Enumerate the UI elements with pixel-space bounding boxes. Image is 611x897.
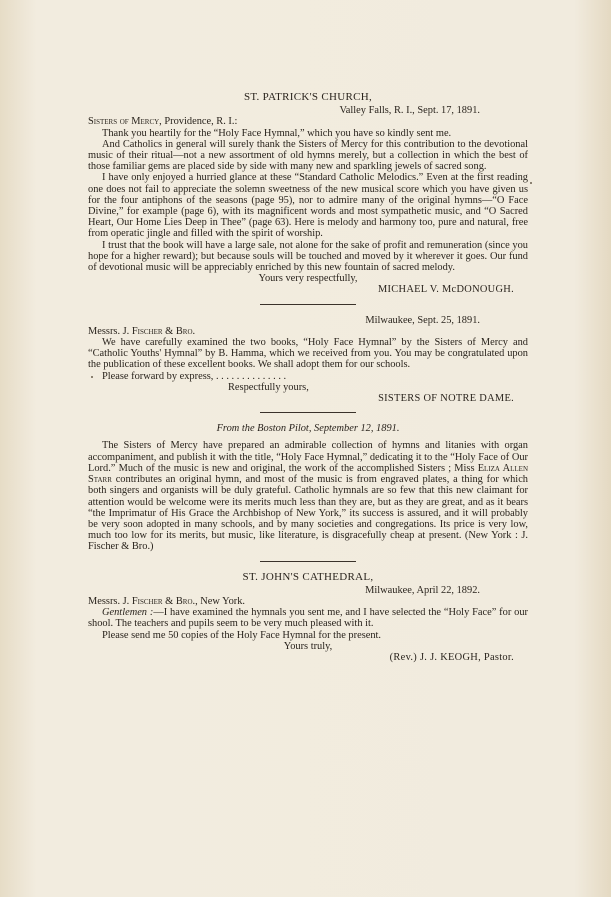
section-divider <box>260 304 356 305</box>
page-text <box>88 92 528 663</box>
letter-paragraph: Thank you heartily for the “Holy Face Hymnal,” which you have so kindly sent me. <box>102 127 452 139</box>
letter-st-johns <box>88 572 528 664</box>
letter-heading: ST. JOHN'S CATHEDRAL, <box>242 570 374 583</box>
letter-salutation: Messrs. J. Fischer & Bro. <box>88 325 196 337</box>
letter-signature: SISTERS OF NOTRE DAME. <box>378 393 514 405</box>
letter-paragraph: And Catholics in general will surely thank the Sisters of Mercy for this contribution to the devotional music of their ritual—not a new assortment of old hymns merely, but a collection in which the best of those familiar gems are placed side by side with many new and sparkling jewels of sacred song. <box>88 138 528 173</box>
letter-paragraph: I have only enjoyed a hurried glance at these “Standard Catholic Melodics.” Even at the first reading one does not fail to appreciate the solemn sweetness of the new musical score which you have given us for the four antiphons of the seasons (page 95), nor to admire many of the original hymns—“O Face Divine,” for example (page 6), with its magnificent words and most sympathetic music, and “O Sacred Heart, Our Home Lies Deep in Thee” (page 63). Here is melody and harmony too, pure and natural, free from operatic jingle and filled with the spirit of worship. <box>88 172 528 240</box>
section-divider <box>260 412 356 413</box>
letter-place-date: Milwaukee, Sept. 25, 1891. <box>365 314 480 326</box>
section-divider <box>260 561 356 562</box>
paper-speck <box>91 376 93 378</box>
letter-milwaukee-notre-dame <box>88 315 528 405</box>
article-body: The Sisters of Mercy have prepared an admirable collection of hymns and litanies with organ accompaniment, and publish it with the title, “Holy Face Hymnal,” dedicating it to the “Holy Face of Our Lord.” Much of the music is new and original, the work of the accomplished Sisters ; Miss Eliza Allen Starr contributes an original hymn, and most of the music is from engraved plates, a thing for which both singers and organists will be duly grateful. Catholic hymnals are so few that this new claimant for attention would be welcome were its merits much less than they are, but as they are great, and as it bears “the Imprimatur of His Grace the Archbishop of New York,” its success is assured, and it will probably be very soon adopted in many schools, and by many societies and congregations. Its price is very low, much too low for its merits, but music, like literature, is disgracefully cheap at present. (New York : J. Fischer & Bro.) <box>88 440 528 553</box>
article-source: From the Boston Pilot, September 12, 1891. <box>216 423 400 435</box>
letter-paragraph: I trust that the book will have a large sale, not alone for the sake of profit and remuneration (since you hope for a higher reward); but because souls will be touched and moved by it wherever it goes. Our fund of devotional music will be appreciably enriched by this new fountain of sacred melody. <box>88 239 528 274</box>
letter-place-date: Valley Falls, R. I., Sept. 17, 1891. <box>339 105 480 117</box>
letter-paragraph: We have carefully examined the two books, “Holy Face Hymnal” by the Sisters of Mercy and “Catholic Youths' Hymnal” by B. Hamma, which we received from you. You may be congratulated upon the publication of these excellent books. We shall adopt them for our schools. <box>88 337 528 371</box>
letter-signature: (Rev.) J. J. KEOGH, Pastor. <box>389 651 514 663</box>
letter-st-patricks <box>88 92 528 296</box>
letter-heading: ST. PATRICK'S CHURCH, <box>243 91 373 103</box>
letter-paragraph: Please forward by express, . . . . . . . . . . . . . . <box>102 370 287 382</box>
letter-salutation: Sisters of Mercy, Providence, R. I.: <box>88 116 238 128</box>
letter-paragraph: Gentlemen :—I have examined the hymnals you sent me, and I have selected the “Holy Face” for our shool. The teachers and pupils seem to be very much pleased with it. <box>88 607 528 630</box>
paper-speck <box>530 182 532 184</box>
press-article <box>88 423 528 552</box>
letter-signature: MICHAEL V. McDONOUGH. <box>378 284 514 296</box>
letter-closing: Respectfully yours, <box>228 381 309 393</box>
letter-place-date: Milwaukee, April 22, 1892. <box>365 584 480 596</box>
letter-closing: Yours truly, <box>283 640 333 652</box>
letter-closing: Yours very respectfully, <box>258 273 358 285</box>
letter-salutation: Messrs. J. Fischer & Bro., New York. <box>88 595 246 607</box>
letter-paragraph: Please send me 50 copies of the Holy Face Hymnal for the present. <box>102 629 382 641</box>
